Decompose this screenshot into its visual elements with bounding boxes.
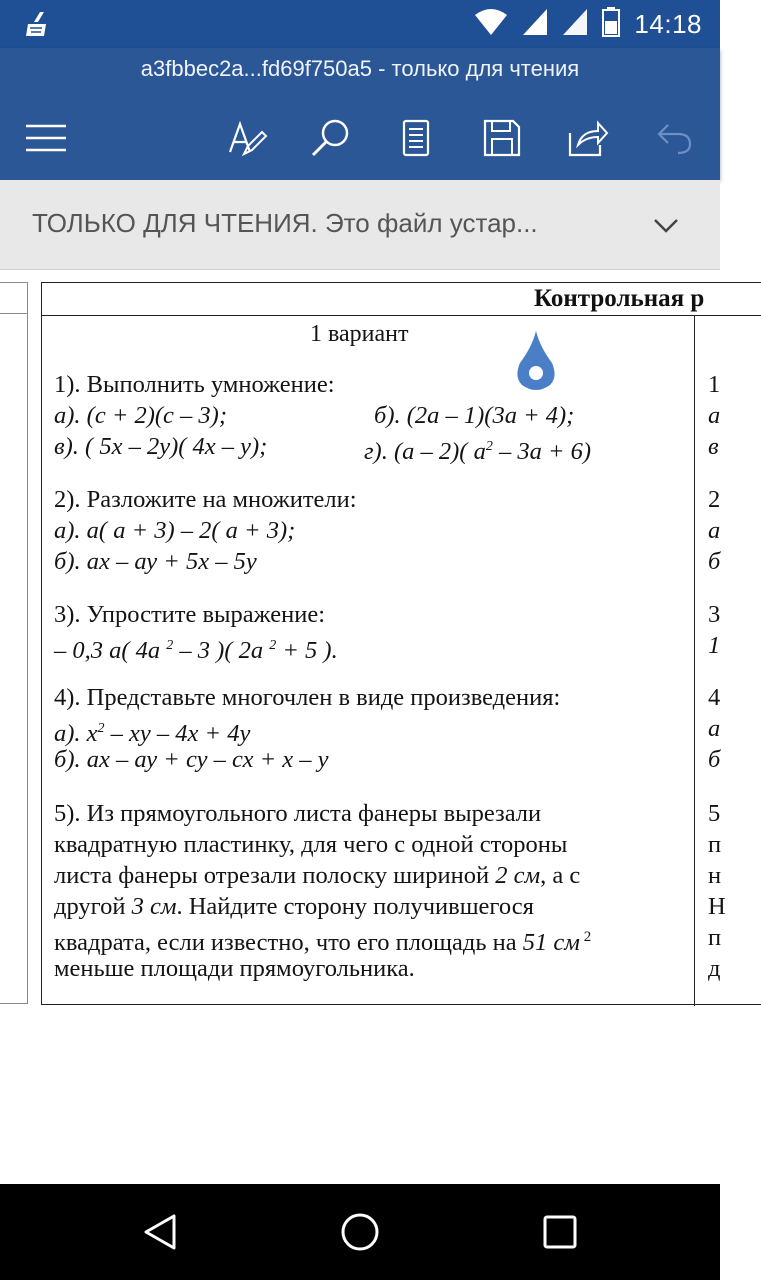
task-4-a: а). $х^2$ – ху – 4х + 4у (54, 720, 251, 748)
task-5-line-5: квадрата, если известно, что его площадь на 51 см $^2$ (54, 929, 592, 957)
task-5-line-2: квадратную пластинку, для чего с одной стороны (54, 831, 568, 858)
col2-fragment: Н (708, 893, 726, 920)
share-icon (568, 119, 608, 157)
document-title: a3fbbec2a...fd69f750a5 - только для чтения (140, 56, 580, 81)
status-bar (0, 0, 720, 48)
mobile-view-icon (402, 119, 430, 157)
banner-text: ТОЛЬКО ДЛЯ ЧТЕНИЯ. Это файл устар... (32, 208, 538, 238)
col2-fragment: 3 (708, 601, 721, 628)
col2-fragment: п (708, 924, 722, 951)
cleaner-icon (24, 10, 52, 38)
status-time: 14:18 (634, 8, 702, 39)
read-only-banner[interactable] (0, 180, 720, 270)
save-button[interactable] (474, 110, 530, 166)
col2-fragment: н (708, 862, 722, 889)
undo-icon (656, 121, 692, 155)
col2-fragment: в (708, 433, 719, 460)
hamburger-icon (24, 123, 68, 153)
save-icon (483, 119, 521, 157)
task-4-heading: 4). Представьте многочлен в виде произведения: (54, 684, 561, 711)
document-table (41, 282, 761, 1005)
recents-square-icon (542, 1214, 578, 1250)
col2-fragment: 1 (708, 632, 721, 659)
task-5-line-3: листа фанеры отрезали полоску шириной 2 см, а с (54, 862, 581, 889)
col2-fragment: 4 (708, 684, 721, 711)
column-divider (694, 316, 695, 1006)
back-button[interactable] (130, 1202, 190, 1262)
col2-fragment: п (708, 831, 722, 858)
col2-fragment: д (708, 955, 721, 982)
signal-icon (522, 8, 548, 41)
task-3-expression: – 0,3 а( 4а $^2$ – 3 )( 2а $^2$ + 5 ). (54, 637, 338, 665)
task-1-g: г). (а – 2)( $а^2 - 3а + 6$) (364, 438, 592, 466)
home-circle-icon (340, 1212, 380, 1252)
task-5-line-1: 5). Из прямоугольного листа фанеры вырезали (54, 800, 542, 827)
menu-button[interactable] (18, 110, 74, 166)
task-2-b: б). ах – ау + 5х – 5у (54, 548, 257, 575)
toolbar (0, 110, 720, 166)
task-1-b: б). (2а – 1)(3а + 4); (374, 402, 575, 429)
table-title: Контрольная р (534, 285, 705, 312)
task-2-heading: 2). Разложите на множители: (54, 486, 357, 513)
search-icon (309, 117, 351, 159)
adjacent-page (0, 282, 28, 1004)
task-1-heading: 1). Выполнить умножение: (54, 371, 335, 398)
col2-fragment: а (708, 715, 721, 742)
wifi-icon (474, 8, 508, 41)
cursor-drop-icon (516, 329, 556, 391)
chevron-down-icon[interactable] (648, 208, 684, 244)
navigation-bar (0, 1184, 720, 1280)
app-bar (0, 48, 720, 180)
back-triangle-icon (140, 1212, 180, 1252)
text-cursor-handle[interactable] (516, 329, 556, 391)
reading-view-button[interactable] (388, 110, 444, 166)
col2-fragment: 1 (708, 371, 721, 398)
task-4-b: б). ах – ау + су – сх + х – у (54, 746, 329, 773)
col2-fragment: а (708, 517, 721, 544)
task-3-heading: 3). Упростите выражение: (54, 601, 326, 628)
table-header (42, 283, 761, 316)
undo-button[interactable] (646, 110, 702, 166)
task-1-a: а). (с + 2)(с – 3); (54, 402, 227, 429)
edit-pen-icon (226, 118, 266, 158)
recents-button[interactable] (530, 1202, 590, 1262)
col2-fragment: 5 (708, 800, 721, 827)
task-5-line-6: меньше площади прямоугольника. (54, 955, 415, 982)
col2-fragment: а (708, 402, 721, 429)
edit-button[interactable] (218, 110, 274, 166)
col2-fragment: 2 (708, 486, 721, 513)
variant-label: 1 вариант (310, 321, 409, 347)
search-button[interactable] (302, 110, 358, 166)
col2-fragment: б (708, 548, 721, 575)
signal-icon-2 (562, 8, 588, 41)
col2-fragment: б (708, 746, 721, 773)
task-1-v: в). ( 5х – 2у)( 4х – у); (54, 433, 268, 460)
task-2-a: а). а( а + 3) – 2( а + 3); (54, 517, 296, 544)
share-button[interactable] (560, 110, 616, 166)
battery-icon (602, 7, 620, 42)
task-5-line-4: другой 3 см. Найдите сторону получившегося (54, 893, 534, 920)
document-canvas[interactable] (0, 270, 726, 1184)
home-button[interactable] (330, 1202, 390, 1262)
